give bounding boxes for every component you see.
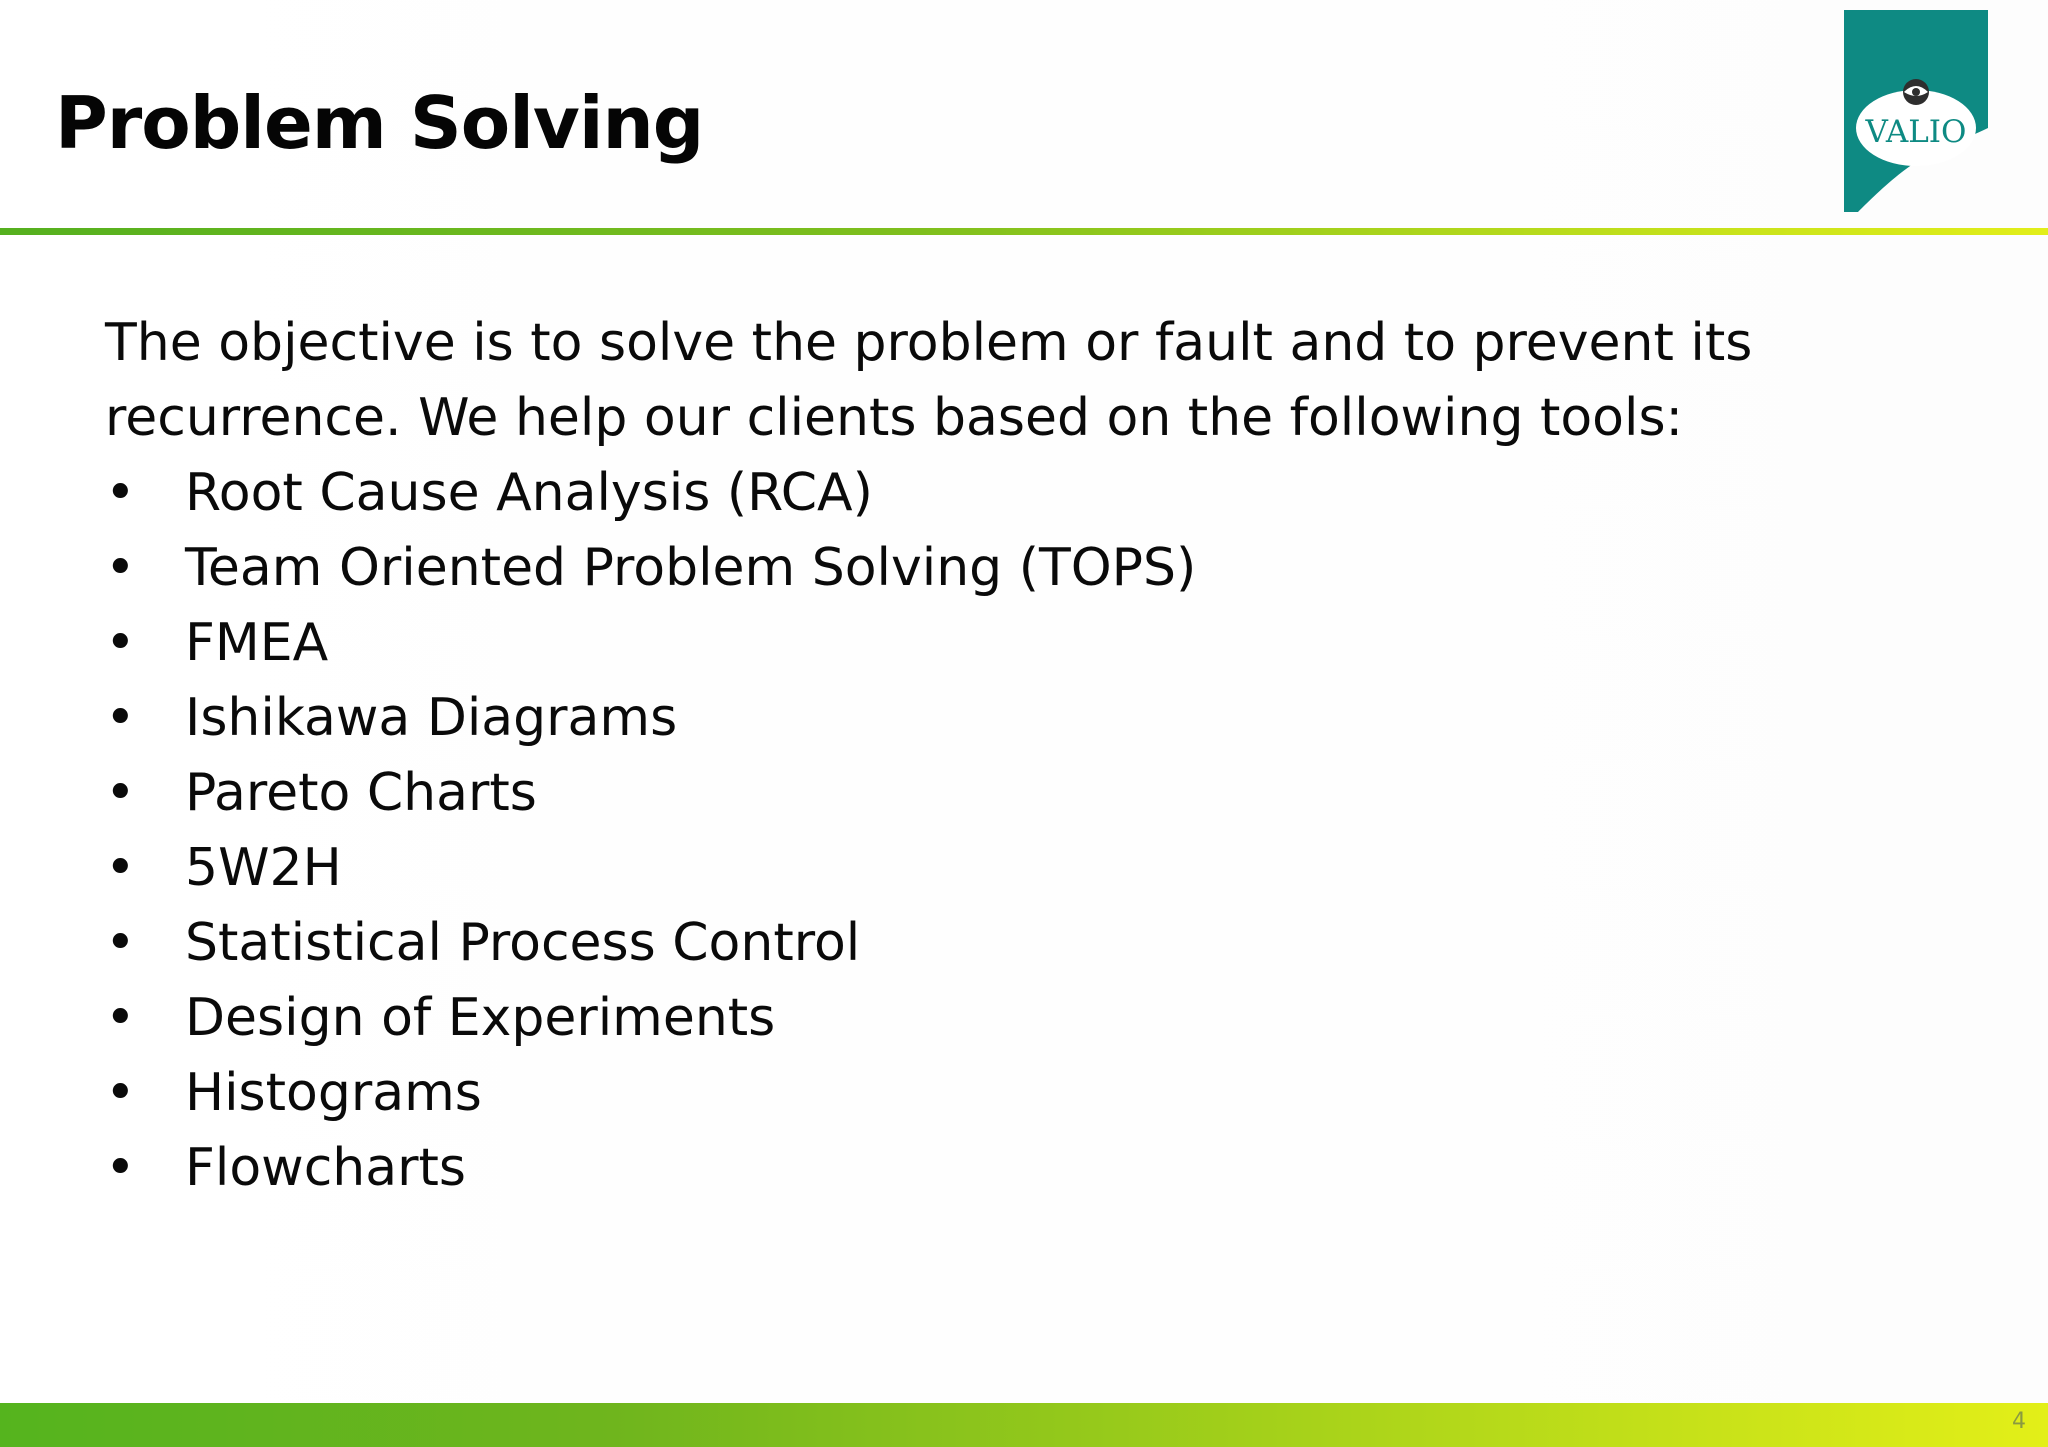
tool-label: Flowcharts: [185, 1138, 466, 1198]
tool-label: Team Oriented Problem Solving (TOPS): [185, 538, 1197, 598]
footer-bar: [0, 1403, 2048, 1447]
tool-label: 5W2H: [185, 838, 342, 898]
slide-body: [105, 306, 1865, 1206]
tool-label: Statistical Process Control: [185, 913, 861, 973]
list-item: [105, 606, 1865, 681]
list-item: [105, 1056, 1865, 1131]
list-item: [105, 1131, 1865, 1206]
bullet: •: [105, 988, 136, 1048]
valio-logo-graphic: [1844, 10, 1988, 212]
intro-line-2: recurrence. We help our clients based on the following tools:: [105, 388, 1684, 448]
tool-label: Ishikawa Diagrams: [185, 688, 678, 748]
tool-label: FMEA: [185, 613, 329, 673]
list-item: [105, 681, 1865, 756]
tool-label: Root Cause Analysis (RCA): [185, 463, 873, 523]
tool-label: Pareto Charts: [185, 763, 537, 823]
list-item: [105, 456, 1865, 531]
logo-text: VALIO: [1865, 114, 1967, 150]
bullet: •: [105, 763, 136, 823]
header-divider: [0, 228, 2048, 235]
tool-label: Design of Experiments: [185, 988, 776, 1048]
bullet: •: [105, 1063, 136, 1123]
bullet: •: [105, 613, 136, 673]
intro-line-1: The objective is to solve the problem or fault and to prevent its: [105, 313, 1753, 373]
bullet: •: [105, 688, 136, 748]
list-item: [105, 831, 1865, 906]
bullet: •: [105, 1138, 136, 1198]
bullet: •: [105, 538, 136, 598]
tools-list: [105, 456, 1865, 1206]
slide-title: Problem Solving: [55, 81, 704, 165]
tool-label: Histograms: [185, 1063, 482, 1123]
valio-logo-icon: [1844, 10, 1988, 212]
list-item: [105, 906, 1865, 981]
list-item: [105, 531, 1865, 606]
list-item: [105, 981, 1865, 1056]
page-number: 4: [2012, 1409, 2026, 1434]
bullet: •: [105, 913, 136, 973]
bullet: •: [105, 838, 136, 898]
bullet: •: [105, 463, 136, 523]
list-item: [105, 756, 1865, 831]
